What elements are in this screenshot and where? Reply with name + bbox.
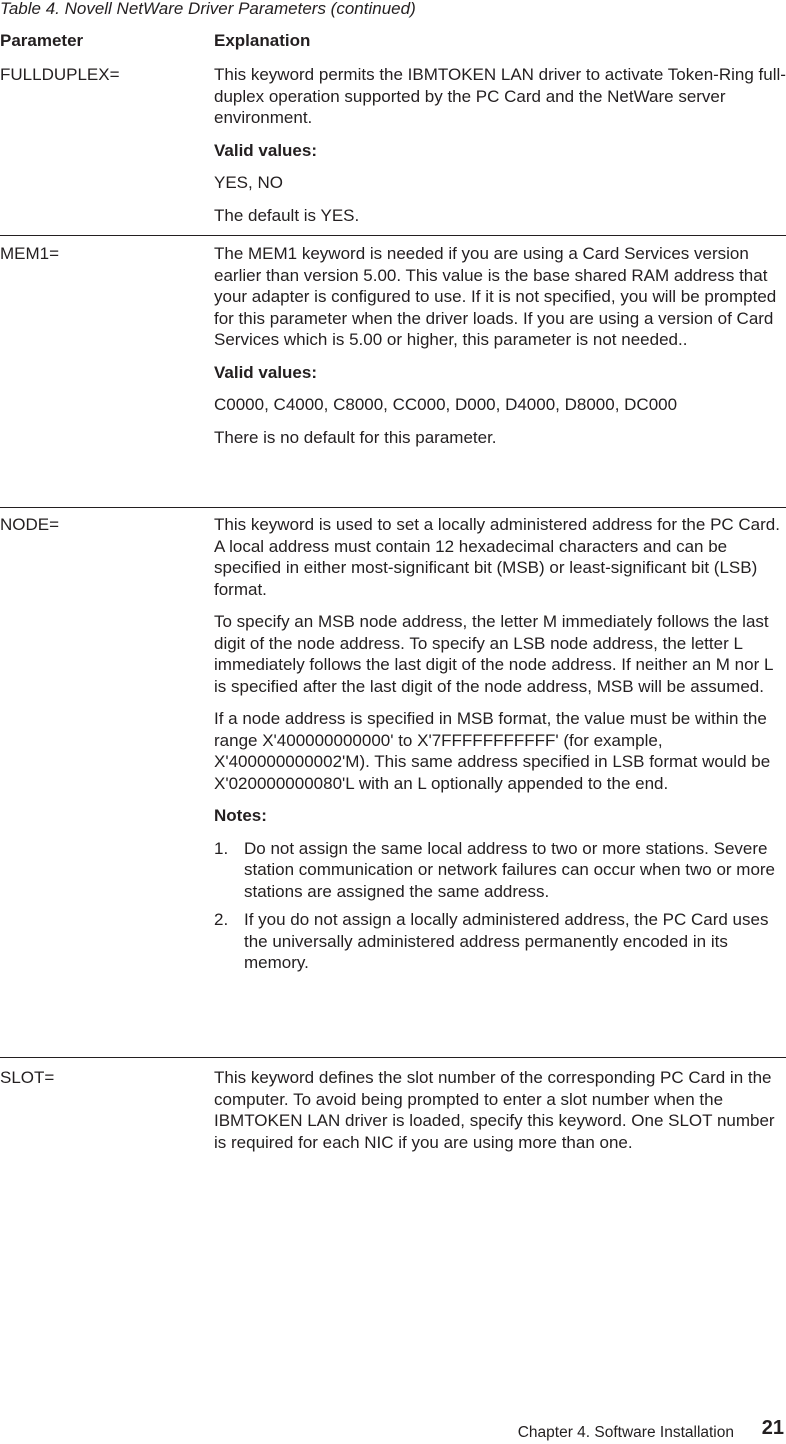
note-item: [214, 909, 786, 974]
valid-values: C0000, C4000, C8000, CC000, D000, D4000, D8000, DC000: [214, 395, 678, 414]
explanation-cell: [214, 64, 786, 237]
table-caption: Table 4. Novell NetWare Driver Parameters (continued): [0, 0, 416, 18]
valid-values-label: Valid values:: [214, 140, 317, 160]
explanation-cell: [214, 514, 786, 981]
row-divider: [0, 1057, 786, 1058]
explanation-paragraph: This keyword permits the IBMTOKEN LAN driver to activate Token-Ring full-duplex operation supported by the PC Card and the NetWare server environment.: [214, 65, 786, 127]
page-footer: [0, 1418, 786, 1442]
notes-label: Notes:: [214, 806, 267, 825]
note-number: 1.: [214, 838, 229, 858]
chapter-title: Chapter 4. Software Installation: [517, 1424, 734, 1441]
parameter-name: FULLDUPLEX=: [0, 65, 120, 84]
explanation-paragraph: This keyword defines the slot number of the corresponding PC Card in the computer. To avoid being prompted to enter a slot number when the IBMTOKEN LAN driver is loaded, specify this keyword. One SLOT number is required for each NIC if you are using more than one.: [214, 1068, 775, 1152]
explanation-cell: [214, 1067, 786, 1164]
row-divider: [0, 507, 786, 508]
row-divider: [0, 235, 786, 236]
note-number: 2.: [214, 910, 229, 929]
parameter-name: MEM1=: [0, 244, 60, 263]
explanation-cell: [214, 243, 786, 459]
page-number: 21: [761, 1417, 784, 1439]
explanation-paragraph: This keyword is used to set a locally administered address for the PC Card. A local address must contain 12 hexadecimal characters and can be specified in either most-significant bit (MSB) or least-significant bit (LSB) format.: [214, 515, 780, 599]
default-text: The default is YES.: [214, 205, 360, 225]
note-text: If you do not assign a locally administered address, the PC Card uses the universally administered address permanently encoded in its memory.: [244, 910, 769, 972]
column-header-explanation: Explanation: [214, 31, 311, 50]
valid-values-label: Valid values:: [214, 362, 317, 382]
column-header-parameter: Parameter: [0, 31, 84, 50]
explanation-paragraph: The MEM1 keyword is needed if you are using a Card Services version earlier than version 5.00. This value is the base shared RAM address that your adapter is configured to use. If it is not specified, you will be prompted for this parameter when the driver loads. If you are using a version of Card Services which is 5.00 or higher, this parameter is not needed..: [214, 244, 777, 349]
valid-values: YES, NO: [214, 173, 283, 192]
note-item: [214, 838, 786, 903]
explanation-paragraph: To specify an MSB node address, the letter M immediately follows the last digit of the node address. To specify an LSB node address, the letter L immediately follows the last digit of the node address. If neither an M nor L is specified after the last digit of the node address, MSB will be assumed.: [214, 612, 773, 696]
parameter-name: SLOT=: [0, 1068, 55, 1087]
explanation-paragraph: If a node address is specified in MSB format, the value must be within the range X'400000000000' to X'7FFFFFFFFFFF' (for example, X'400000000002'M). This same address specified in LSB format would be X'020000000080'L with an L optionally appended to the end.: [214, 709, 771, 793]
default-text: There is no default for this parameter.: [214, 427, 497, 447]
note-text: Do not assign the same local address to two or more stations. Severe station communication or network failures can occur when two or more stations are assigned the same address.: [244, 838, 776, 901]
parameter-name: NODE=: [0, 515, 60, 534]
